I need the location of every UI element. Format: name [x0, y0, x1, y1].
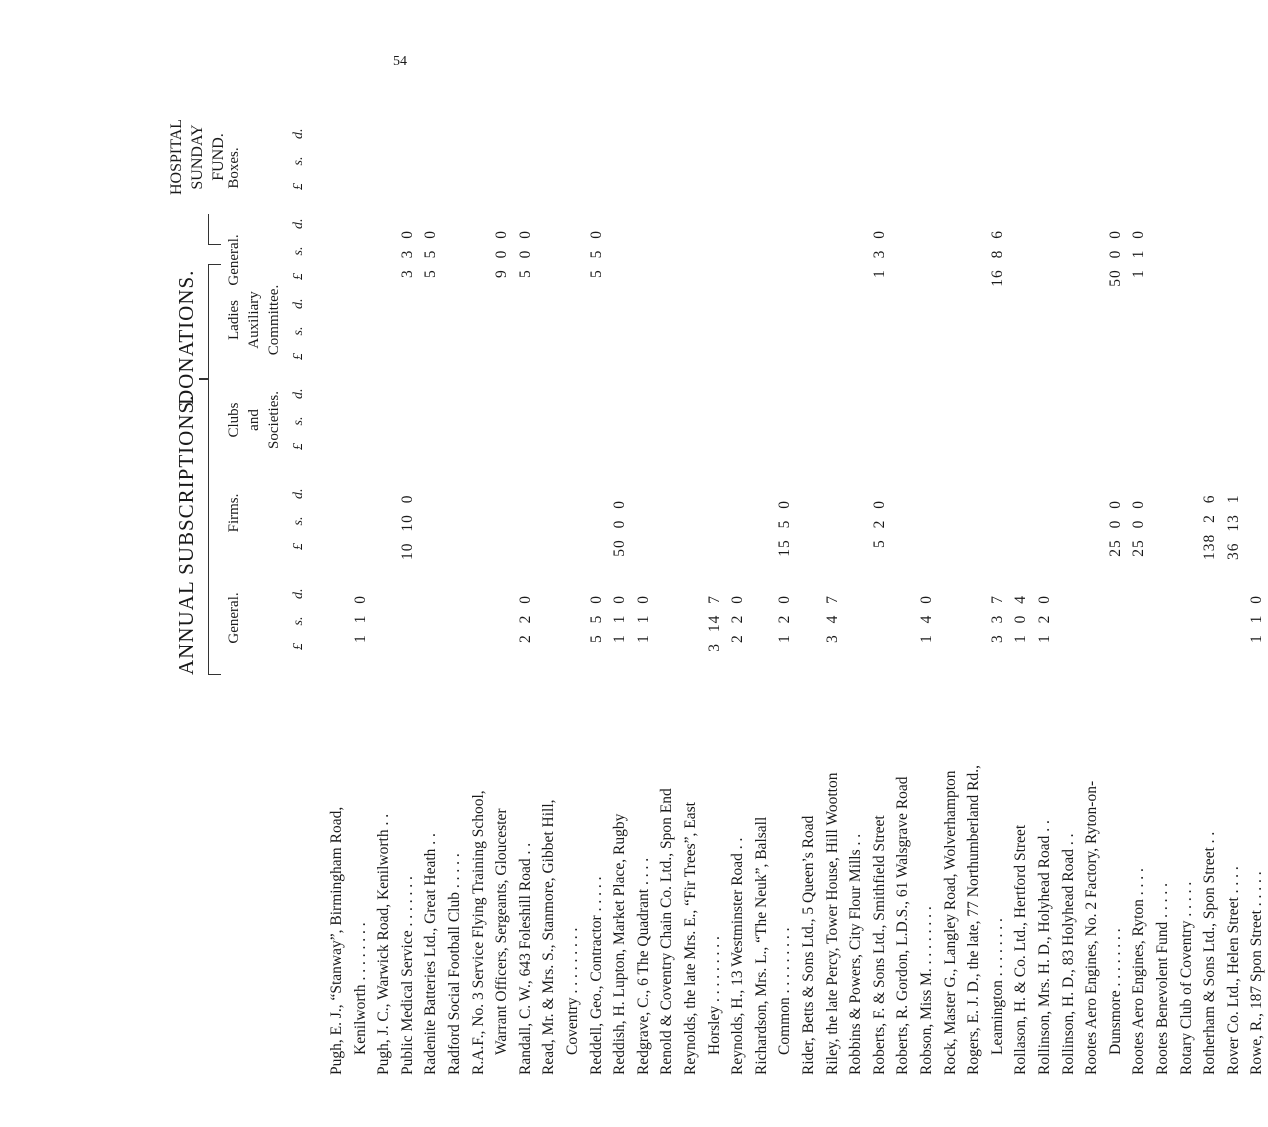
- ledger-row: [1199, 95, 1221, 1105]
- ledger-row: [869, 95, 891, 1105]
- amount-donation-general: 50 0 0: [1106, 230, 1124, 287]
- unit-firms: £ s. d.: [291, 488, 306, 550]
- ledger-row: [515, 95, 537, 1105]
- amount-general: 1 4 0: [918, 595, 935, 643]
- amount-donation-general: 5 0 0: [516, 230, 534, 278]
- amount-general: 5 5 0: [587, 595, 605, 643]
- ledger-row: [892, 95, 914, 1105]
- subscriber-name: Rock, Master G., Langley Road, Wolverhampton: [941, 770, 959, 1075]
- ledger-row: [609, 95, 631, 1105]
- subscriber-name: Rollinson, Mrs. H. D., Holyhead Road . .: [1036, 820, 1053, 1075]
- subscriber-name: Riley, the late Percy, Tower House, Hill Wootton: [823, 772, 841, 1075]
- column-boxes: Boxes.: [226, 147, 242, 189]
- amount-donation-general: 16 8 6: [988, 230, 1006, 287]
- ledger-row: [420, 95, 442, 1105]
- ledger-row: [774, 95, 796, 1105]
- amount-general: 1 1 0: [1248, 595, 1266, 643]
- amount-donation-general: 1 3 0: [870, 230, 888, 278]
- unit-general-donations: £ s. d.: [291, 218, 306, 280]
- ledger-row: [1081, 95, 1103, 1105]
- ledger-row: [704, 95, 726, 1105]
- ledger-row: [940, 95, 962, 1105]
- ledger-row: [633, 95, 655, 1105]
- subscriber-name: Redgrave, C., 6 The Quadrant . . . .: [634, 857, 652, 1075]
- ledger-row: [562, 95, 584, 1105]
- page-number: 54: [393, 54, 407, 69]
- amount-firms: 138 2 6: [1201, 494, 1219, 560]
- subscriber-name: Robson, Miss M. . . . . . . . .: [918, 906, 935, 1075]
- ledger-row: [798, 95, 820, 1105]
- ledger-row: [963, 95, 985, 1105]
- amount-general: 1 1 0: [351, 595, 369, 643]
- ledger-row: [373, 95, 395, 1105]
- ledger-row: [1105, 95, 1127, 1105]
- amount-firms: 15 5 0: [776, 500, 794, 557]
- amount-firms: 50 0 0: [611, 500, 629, 557]
- subscriber-name: Read, Mr. & Mrs. S., Stanmore, Gibbet Hill,: [540, 799, 558, 1075]
- subscriber-name: Coventry . . . . . . . . .: [564, 927, 581, 1055]
- subscriber-name: Public Medical Service . . . . . . .: [398, 876, 416, 1075]
- amount-donation-general: 5 5 0: [422, 230, 440, 278]
- column-ladies: Ladies Auxiliary Committee.: [226, 284, 282, 356]
- subscriber-name: Reddell, Geo., Contractor . . . . .: [587, 876, 605, 1075]
- ledger-row: [680, 95, 702, 1105]
- subscriber-name: Rowe, R., 187 Spon Street . . . . .: [1248, 871, 1266, 1075]
- subscriber-name: Kenilworth . . . . . . . .: [351, 922, 369, 1055]
- subscriber-name: Rootes Aero Engines, Ryton . . . .: [1130, 868, 1148, 1075]
- ledger-row: [444, 95, 466, 1105]
- unit-boxes: £ s. d.: [291, 128, 306, 190]
- subscriber-name: Rootes Benevolent Fund . . . . .: [1154, 882, 1171, 1075]
- subscriber-name: Roberts, F. & Sons Ltd., Smithfield Street: [870, 815, 888, 1075]
- banner-annual-subscriptions: ANNUAL SUBSCRIPTIONS.: [174, 394, 198, 675]
- subscriber-name: Renold & Coventry Chain Co. Ltd., Spon End: [658, 788, 676, 1075]
- subscriber-name: Reynolds, H., 13 Westminster Road . .: [729, 837, 747, 1075]
- subscriber-name: Richardson, Mrs. L., “The Neuk”, Balsall: [752, 816, 770, 1075]
- ledger-row: [1010, 95, 1032, 1105]
- ledger-row: [350, 95, 372, 1105]
- amount-firms: 25 0 0: [1130, 500, 1148, 557]
- amount-firms: 36 13 1: [1224, 494, 1242, 560]
- ledger-row: [1246, 95, 1268, 1105]
- subscriber-name: Rider, Betts & Sons Ltd., 5 Queen’s Road: [800, 815, 817, 1075]
- amount-donation-general: 5 5 0: [587, 230, 605, 278]
- hospital-sunday-fund-heading: HOSPITAL SUNDAY FUND.: [168, 118, 227, 196]
- amount-general: 3 3 7: [988, 595, 1006, 643]
- subscriber-name: Rootes Aero Engines, No. 2 Factory, Ryton-on-: [1083, 780, 1101, 1075]
- subscriber-name: Rotherham & Sons Ltd., Spon Street . .: [1201, 831, 1219, 1075]
- ledger-row: [822, 95, 844, 1105]
- subscriber-name: Rotary Club of Coventry . . . . .: [1177, 881, 1195, 1075]
- amount-general: 1 0 4: [1012, 595, 1030, 643]
- ledger-row: [586, 95, 608, 1105]
- amount-general: 3 14 7: [705, 595, 723, 652]
- column-general: General.: [226, 592, 242, 644]
- subscriber-name: Rover Co. Ltd., Helen Street . . . .: [1224, 866, 1242, 1075]
- ledger-row: [1176, 95, 1198, 1105]
- amount-general: 1 1 0: [611, 595, 629, 643]
- subscriber-name: Pugh, J. C., Warwick Road, Kenilworth . .: [375, 813, 393, 1075]
- ledger-row: [1128, 95, 1150, 1105]
- ledger-row: [1058, 95, 1080, 1105]
- ledger-row: [397, 95, 419, 1105]
- subscriber-name: Reynolds, the late Mrs. E., “Fir Trees”, East: [682, 802, 699, 1075]
- column-general-donations: General.: [226, 234, 242, 286]
- ledger-row: [916, 95, 938, 1105]
- subscriber-name: Radenite Batteries Ltd., Great Heath . .: [422, 833, 440, 1075]
- subscriber-name: Dunsmore . . . . . . . .: [1106, 928, 1124, 1055]
- amount-donation-general: 9 0 0: [493, 230, 511, 278]
- ledger-row: [727, 95, 749, 1105]
- ledger-row: [1034, 95, 1056, 1105]
- subscriber-name: Rollason, H. & Co. Ltd., Hertford Street: [1012, 824, 1030, 1075]
- ledger-row: [751, 95, 773, 1105]
- subscriber-name: Robbins & Powers, City Flour Mills . .: [847, 833, 865, 1075]
- column-firms: Firms.: [226, 493, 242, 533]
- subscriber-name: Horsley . . . . . . . . .: [705, 936, 723, 1055]
- ledger-row: [538, 95, 560, 1105]
- ledger-row: [468, 95, 490, 1105]
- banner-donations: DONATIONS.: [174, 269, 198, 405]
- column-clubs: Clubs and Societies.: [226, 391, 282, 449]
- ledger-row: [656, 95, 678, 1105]
- subscriber-name: Leamington . . . . . . . .: [988, 918, 1006, 1055]
- amount-general: 2 2 0: [516, 595, 534, 643]
- donations-brace: [208, 214, 221, 245]
- unit-ladies: £ s. d.: [291, 298, 306, 360]
- subscriber-name: Radford Social Football Club . . . . .: [446, 853, 463, 1075]
- amount-general: 1 1 0: [634, 595, 652, 643]
- amount-firms: 25 0 0: [1106, 500, 1124, 557]
- ledger-row: [326, 95, 348, 1105]
- amount-firms: 5 2 0: [870, 500, 888, 548]
- ledger-row: [1152, 95, 1174, 1105]
- ledger-row: [845, 95, 867, 1105]
- subscriber-name: Randall, C. W., 643 Foleshill Road . .: [516, 842, 534, 1075]
- amount-donation-general: 1 1 0: [1130, 230, 1148, 278]
- ledger-row: [491, 95, 513, 1105]
- subscriber-name: Pugh, E. J., “Stanway”, Birmingham Road,: [328, 806, 345, 1075]
- ledger-row: [987, 95, 1009, 1105]
- subscriber-name: Roberts, R. Gordon, L.D.S., 61 Walsgrave Road: [894, 776, 912, 1075]
- subscriber-name: Reddish, H. Lupton, Market Place, Rugby: [611, 813, 629, 1075]
- amount-general: 2 2 0: [729, 595, 747, 643]
- amount-firms: 10 10 0: [398, 494, 416, 560]
- amount-general: 1 2 0: [1036, 595, 1053, 643]
- subscriber-name: R.A.F., No. 3 Service Flying Training School,: [469, 790, 487, 1075]
- ledger-page: [158, 95, 1266, 1105]
- subscriptions-brace-left: [208, 494, 221, 675]
- ledger-row: [1223, 95, 1245, 1105]
- amount-general: 1 2 0: [776, 595, 794, 643]
- amount-general: 3 4 7: [823, 595, 841, 643]
- subscriber-name: Rogers, E. J. D., the late, 77 Northumberland Rd.,: [965, 765, 983, 1075]
- amount-donation-general: 3 3 0: [398, 230, 416, 278]
- subscriber-name: Common . . . . . . . . .: [776, 927, 794, 1055]
- subscriber-name: Rollinson, H. D., 83 Holyhead Road . .: [1059, 833, 1077, 1075]
- subscriptions-brace-right: [208, 264, 221, 495]
- unit-general: £ s. d.: [291, 588, 306, 650]
- subscriber-name: Warrant Officers, Sergeants, Gloucester: [493, 808, 511, 1055]
- unit-clubs: £ s. d.: [291, 388, 306, 450]
